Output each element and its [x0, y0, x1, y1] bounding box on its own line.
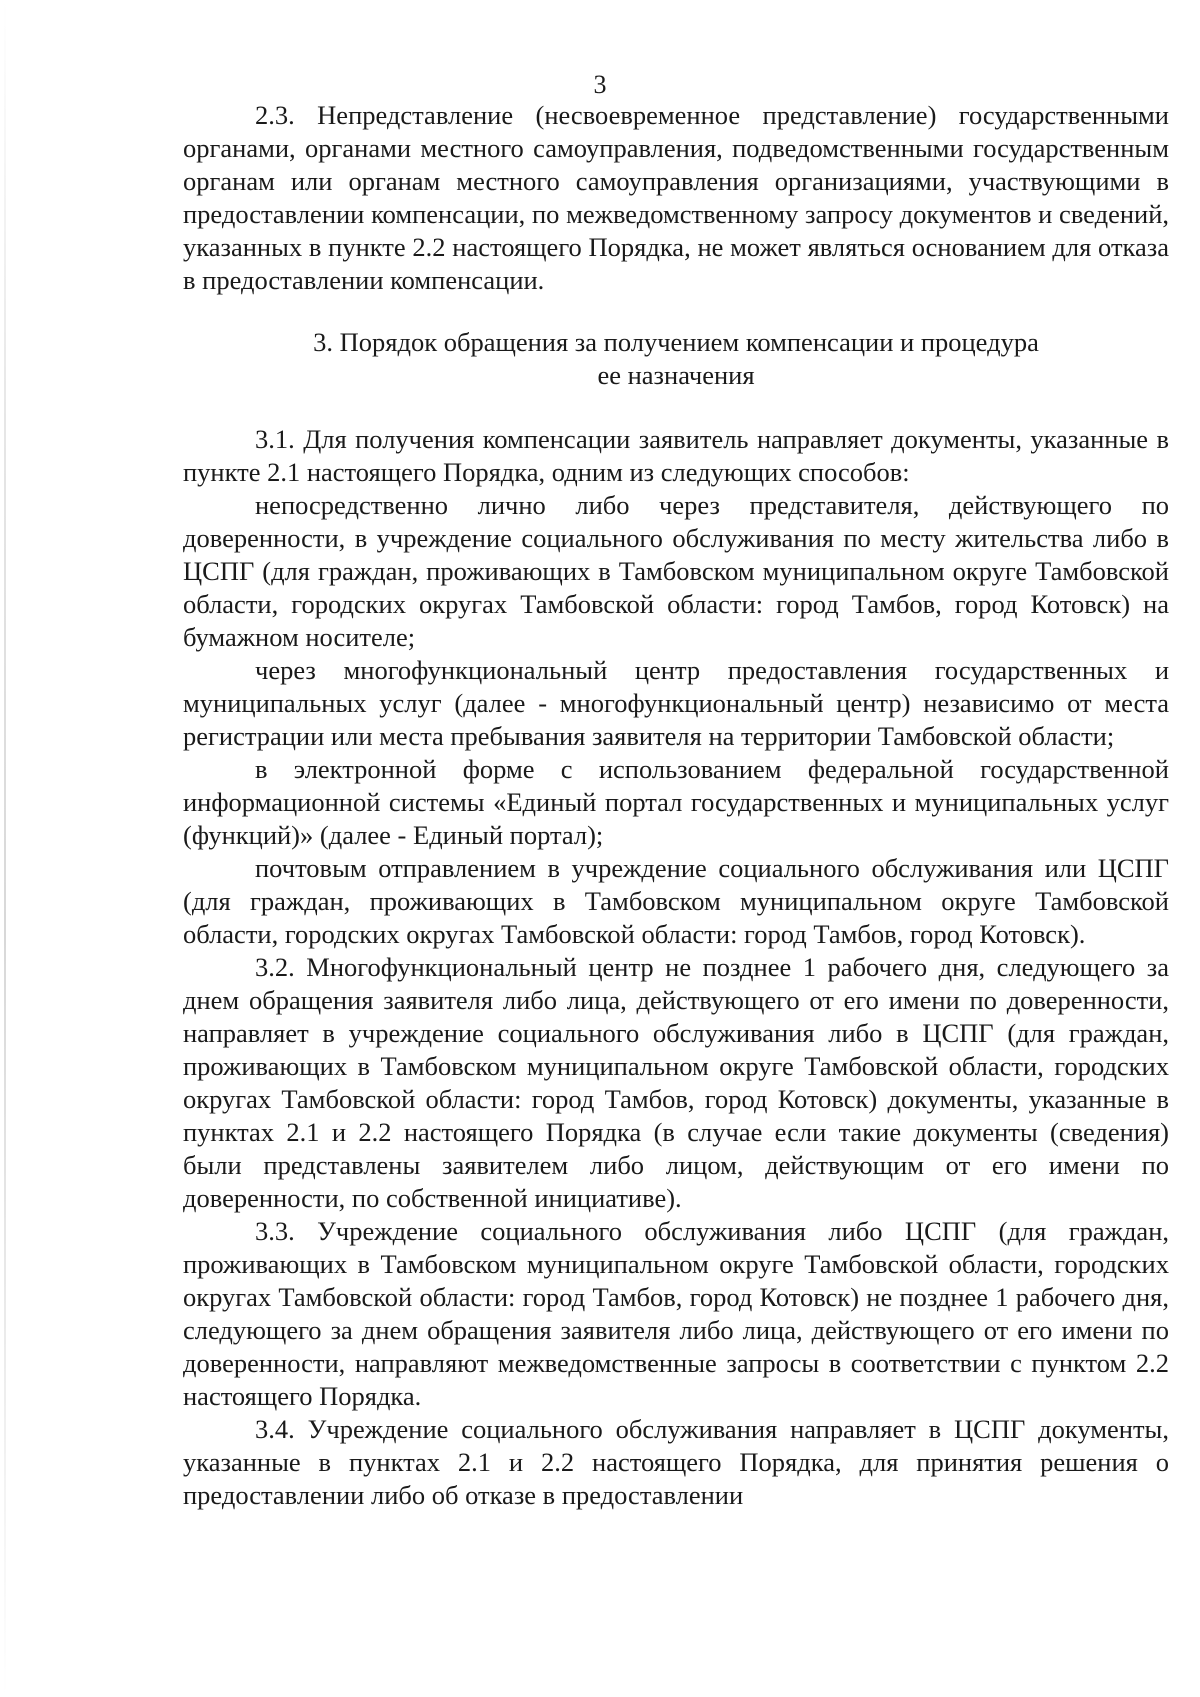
- paragraph-3-4: 3.4. Учреждение социального обслуживания направляет в ЦСПГ документы, указанные в пунктах 2.1 и 2.2 настоящего Порядка, для принятия решения о предоставлении либо об отказе в предоставлении: [183, 1414, 1169, 1510]
- section-heading: [183, 326, 1169, 392]
- scan-edge-shadow: [4, 0, 6, 1697]
- paragraph-method-post: почтовым отправлением в учреждение социального обслуживания или ЦСПГ (для граждан, проживающих в Тамбовском муниципальном округе Тамбовской области, городских округах Тамбовской области: город Тамбов, город Котовск).: [183, 853, 1169, 949]
- paragraph-3-3: 3.3. Учреждение социального обслуживания либо ЦСПГ (для граждан, проживающих в Тамбовском муниципальном округе Тамбовской области, городских округах Тамбовской области: город Тамбов, город Котовск) не позднее 1 рабочего дня, следующего за днем обращения заявителя либо лица, действующего от его имени по доверенности, направляют межведомственные запросы в соответствии с пунктом 2.2 настоящего Порядка.: [183, 1216, 1169, 1411]
- paragraph-3-2: 3.2. Многофункциональный центр не позднее 1 рабочего дня, следующего за днем обращения заявителя либо лица, действующего от его имени по доверенности, направляет в учреждение социального обслуживания либо в ЦСПГ (для граждан, проживающих в Тамбовском муниципальном округе Тамбовской области, городских округах Тамбовской области: город Тамбов, город Котовск) документы, указанные в пунктах 2.1 и 2.2 настоящего Порядка (в случае если такие документы (сведения) были представлены заявителем либо лицом, действующим от его имени по доверенности, по собственной инициативе).: [183, 952, 1169, 1213]
- section-heading-line-2: ее назначения: [597, 360, 755, 390]
- paragraph-2-3: 2.3. Непредставление (несвоевременное представление) государственными органами, органами местного самоуправления, подведомственными государственным органам или органам местного самоуправления организациями, участвующими в предоставлении компенсации, по межведомственному запросу документов и сведений, указанных в пункте 2.2 настоящего Порядка, не может являться основанием для отказа в предоставлении компенсации.: [183, 100, 1169, 295]
- paragraph-method-in-person: непосредственно лично либо через представителя, действующего по доверенности, в учреждение социального обслуживания по месту жительства либо в ЦСПГ (для граждан, проживающих в Тамбовском муниципальном округе Тамбовской области, городских округах Тамбовской области: город Тамбов, город Котовск) на бумажном носителе;: [183, 490, 1169, 652]
- document-body: [183, 99, 1169, 1512]
- paragraph-method-mfc: через многофункциональный центр предоставления государственных и муниципальных услуг (далее - многофункциональный центр) независимо от места регистрации или места пребывания заявителя на территории Тамбовской области;: [183, 655, 1169, 751]
- paragraph-method-electronic: в электронной форме с использованием федеральной государственной информационной системы «Единый портал государственных и муниципальных услуг (функций)» (далее - Единый портал);: [183, 754, 1169, 850]
- section-heading-line-1: 3. Порядок обращения за получением компенсации и процедура: [313, 327, 1039, 357]
- paragraph-3-1: 3.1. Для получения компенсации заявитель направляет документы, указанные в пункте 2.1 настоящего Порядка, одним из следующих способов:: [183, 424, 1169, 487]
- page-number: 3: [593, 70, 607, 99]
